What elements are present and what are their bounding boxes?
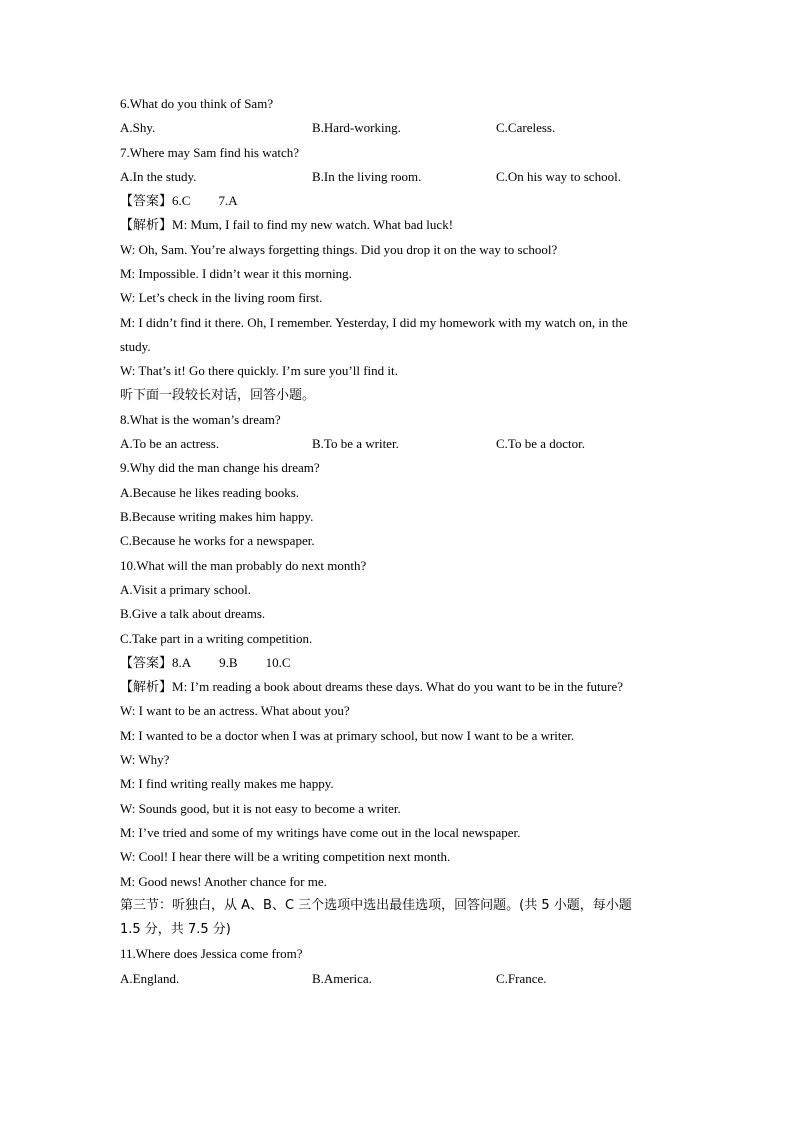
dialogue-line: M: Impossible. I didn’t wear it this morning. bbox=[120, 266, 352, 282]
option-b: B.To be a writer. bbox=[312, 436, 399, 452]
dialogue-line: study. bbox=[120, 338, 151, 354]
dialogue-line: M: I didn’t find it there. Oh, I remember. Yesterday, I did my homework with my watch on, in the bbox=[120, 314, 628, 330]
dialogue-line: W: I want to be an actress. What about you? bbox=[120, 703, 350, 719]
analysis-line-2 bbox=[120, 675, 680, 699]
question-8-options bbox=[120, 432, 680, 456]
option-a: A.England. bbox=[120, 970, 180, 986]
option-a: A.Because he likes reading books. bbox=[120, 484, 300, 500]
option-c: C.To be a doctor. bbox=[496, 436, 585, 452]
answer-line-1 bbox=[120, 189, 680, 213]
question-9: 9.Why did the man change his dream? bbox=[120, 460, 320, 476]
option-b: B.Give a talk about dreams. bbox=[120, 606, 266, 622]
option-a: A.Visit a primary school. bbox=[120, 581, 252, 597]
option-a: A.To be an actress. bbox=[120, 436, 220, 452]
option-c: C.On his way to school. bbox=[496, 168, 621, 184]
exam-page bbox=[120, 92, 680, 991]
option-b: B.In the living room. bbox=[312, 168, 422, 184]
question-10: 10.What will the man probably do next month? bbox=[120, 557, 367, 573]
section-3-instruction-cont: 1.5 分，共 7.5 分) bbox=[120, 922, 231, 938]
answer-line-2 bbox=[120, 651, 680, 675]
dialogue-line: W: Oh, Sam. You’re always forgetting things. Did you drop it on the way to school? bbox=[120, 241, 558, 257]
dialogue-line: M: I’ve tried and some of my writings have come out in the local newspaper. bbox=[120, 824, 521, 840]
question-6-options bbox=[120, 116, 680, 140]
dialogue-line: W: Let’s check in the living room first. bbox=[120, 290, 323, 306]
question-11: 11.Where does Jessica come from? bbox=[120, 946, 303, 962]
answer-6: 6.C bbox=[172, 193, 191, 209]
dialogue-line: W: Sounds good, but it is not easy to become a writer. bbox=[120, 800, 401, 816]
analysis-label: 【解析】 bbox=[120, 680, 173, 696]
dialogue-line: M: I’m reading a book about dreams these days. What do you want to be in the future? bbox=[172, 679, 624, 695]
option-a: A.In the study. bbox=[120, 168, 197, 184]
answer-label: 【答案】 bbox=[120, 655, 173, 671]
answer-label: 【答案】 bbox=[120, 194, 173, 210]
option-b: B.Hard-working. bbox=[312, 120, 401, 136]
section-instruction: 听下面一段较长对话，回答小题。 bbox=[120, 387, 316, 403]
analysis-line-1 bbox=[120, 213, 680, 237]
question-11-options bbox=[120, 967, 680, 991]
dialogue-line: M: Mum, I fail to find my new watch. What bad luck! bbox=[172, 217, 454, 233]
dialogue-line: W: That’s it! Go there quickly. I’m sure you’ll find it. bbox=[120, 363, 398, 379]
dialogue-line: M: Good news! Another chance for me. bbox=[120, 873, 327, 889]
dialogue-line: M: I find writing really makes me happy. bbox=[120, 776, 334, 792]
question-6: 6.What do you think of Sam? bbox=[120, 96, 274, 111]
answer-7: 7.A bbox=[218, 193, 238, 209]
dialogue-line: W: Why? bbox=[120, 752, 170, 768]
question-7: 7.Where may Sam find his watch? bbox=[120, 144, 300, 160]
dialogue-line: W: Cool! I hear there will be a writing competition next month. bbox=[120, 849, 451, 865]
question-8: 8.What is the woman’s dream? bbox=[120, 411, 281, 427]
answer-8: 8.A bbox=[172, 654, 192, 670]
dialogue-line: M: I wanted to be a doctor when I was at primary school, but now I want to be a writer. bbox=[120, 727, 575, 743]
option-c: C.Careless. bbox=[496, 120, 556, 136]
option-c: C.Because he works for a newspaper. bbox=[120, 533, 315, 549]
option-b: B.America. bbox=[312, 970, 372, 986]
option-c: C.France. bbox=[496, 970, 547, 986]
analysis-label: 【解析】 bbox=[120, 218, 173, 234]
option-b: B.Because writing makes him happy. bbox=[120, 509, 314, 525]
answer-9: 9.B bbox=[219, 654, 238, 670]
section-3-instruction: 第三节：听独白，从 A、B、C 三个选项中选出最佳选项，回答问题。(共 5 小题，每小题 bbox=[120, 897, 632, 913]
question-7-options bbox=[120, 165, 680, 189]
option-c: C.Take part in a writing competition. bbox=[120, 630, 313, 646]
option-a: A.Shy. bbox=[120, 120, 156, 136]
answer-10: 10.C bbox=[265, 654, 291, 670]
